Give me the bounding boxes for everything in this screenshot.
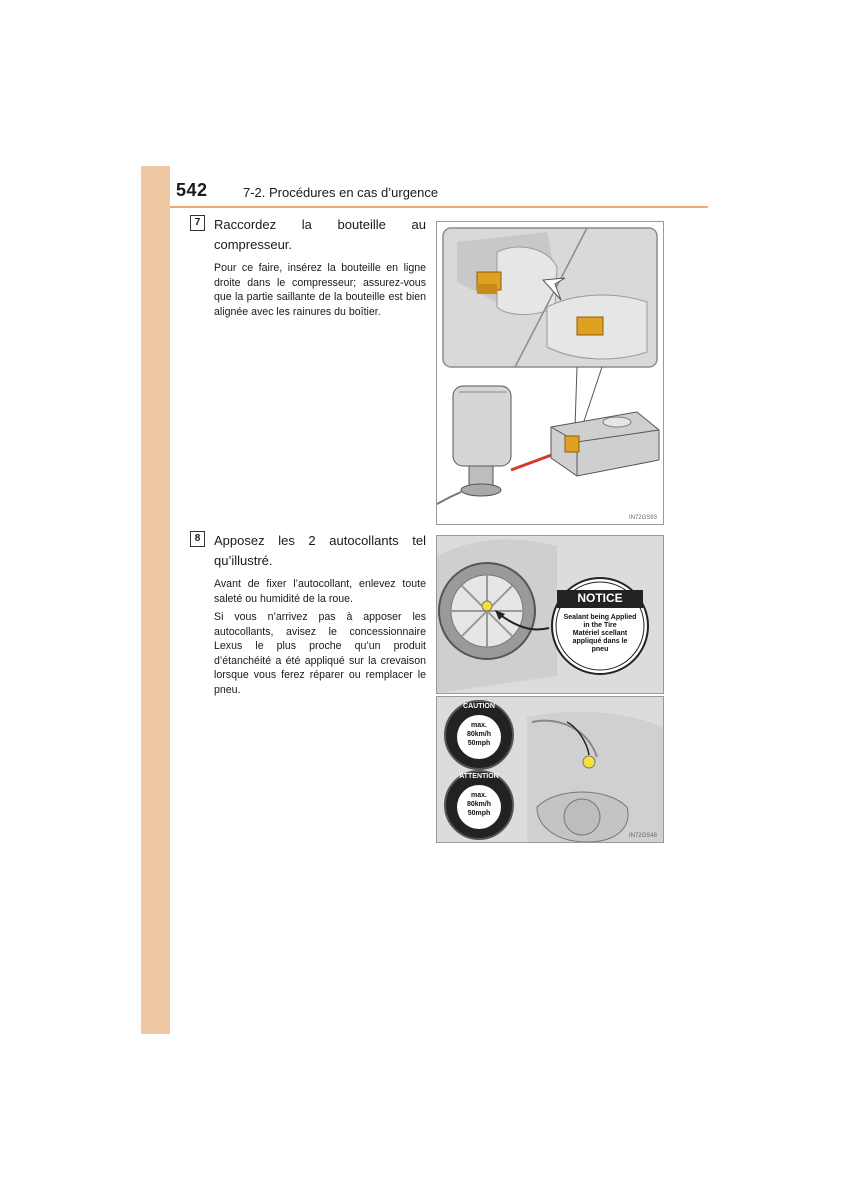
dashboard-illustration [437,697,663,842]
caution-speed [457,721,501,748]
page-number: 542 [176,180,208,200]
step-title: Raccordez la bouteille au compresseur. [214,217,426,252]
speed-kmh: 80km/h [466,731,492,738]
step-title: Apposez les 2 autocollants tel qu’illustré. [214,533,426,568]
notice-title: NOTICE [577,591,623,605]
step-body [214,261,426,319]
notice-line: appliqué dans le [572,638,628,645]
notice-text [561,614,639,654]
speed-max-label: max. [471,792,487,799]
figure-code: IN72GS48 [628,833,657,839]
header-rule [170,206,708,208]
figure-code: IN72GS93 [628,515,657,521]
notice-line: pneu [591,646,609,653]
compressor-figure [436,221,664,525]
compressor-illustration [437,222,663,524]
attention-speed [457,791,501,818]
step-number-badge: 7 [190,215,205,231]
step-8 [190,531,426,701]
caution-label: CAUTION [463,703,495,710]
attention-label: ATTENTION [459,773,499,780]
notice-line: in the Tire [583,622,617,629]
step-paragraph: Avant de fixer l’autocollant, enlevez toute saleté ou humidité de la roue. [214,578,426,605]
step-body [214,577,426,697]
notice-line: Matériel scellant [572,630,628,637]
speed-kmh: 80km/h [466,801,492,808]
speed-mph: 50mph [467,810,491,817]
step-paragraph: Si vous n’arrivez pas à apposer les autocollants, avisez le concessionnaire Lexus le plus proche qu’un produit d’étanchéité a été appliqué sur la crevaison lorsque vous ferez réparer ou remplacer le pneu. [214,611,426,696]
notice-line: Sealant being Applied [563,614,637,621]
speed-mph: 50mph [467,740,491,747]
chapter-side-tab [141,166,170,1034]
speed-sticker-figure [436,696,664,843]
section-title: 7-2. Procédures en cas d’urgence [243,185,439,200]
step-7 [190,215,426,323]
speed-max-label: max. [471,722,487,729]
step-paragraph: Pour ce faire, insérez la bouteille en ligne droite dans le compresseur; assurez-vous que la partie saillante de la bouteille est bien alignée avec les rainures du boîtier. [214,262,426,318]
step-number-badge: 8 [190,531,205,547]
wheel-sticker-figure [436,535,664,694]
